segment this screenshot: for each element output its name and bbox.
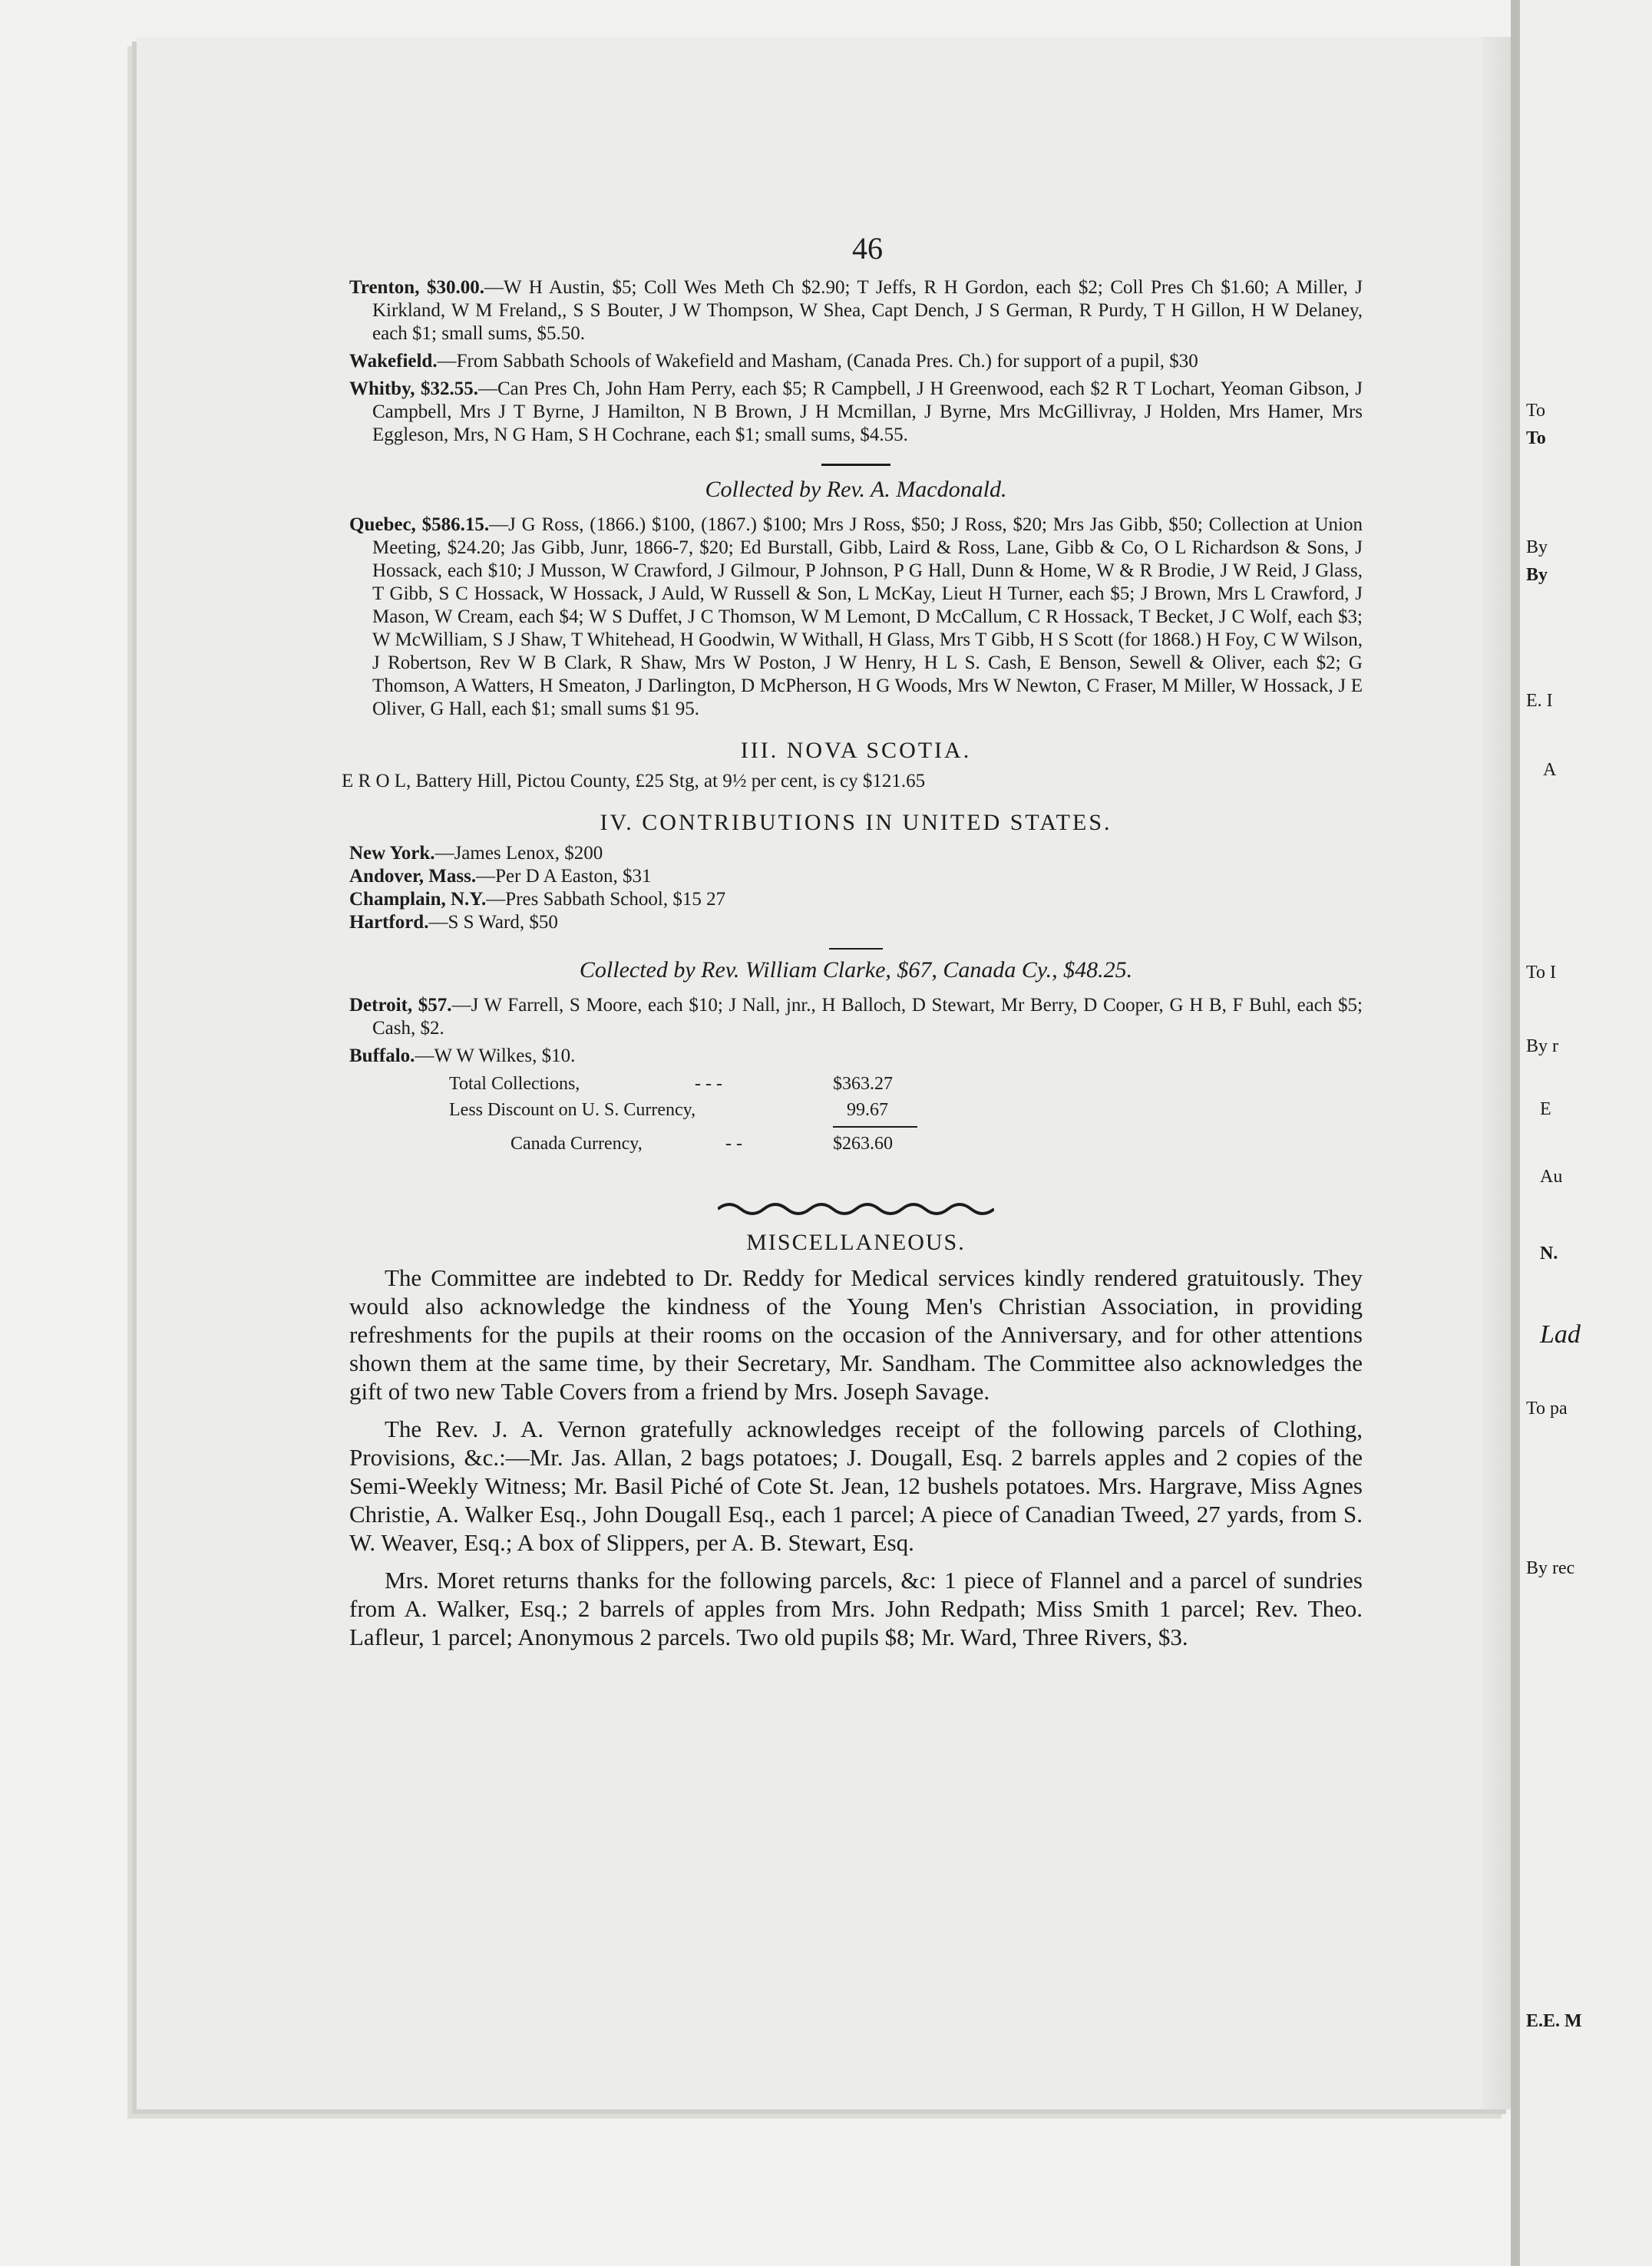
collector-heading: Collected by Rev. William Clarke, $67, Canada Cy., $48.25. (579, 957, 1133, 983)
wavy-line-ornament (718, 1200, 994, 1218)
facing-page-fragment: By rec (1526, 1558, 1575, 1578)
contribution-entry (349, 514, 1363, 721)
miscellaneous-heading: MISCELLANEOUS. (746, 1230, 966, 1255)
contribution-entry (349, 350, 1363, 373)
contribution-entry (349, 276, 1363, 345)
facing-page-fragment: By (1526, 565, 1548, 585)
canada-currency-label: Canada Currency, (510, 1134, 643, 1154)
entry-text: —W H Austin, $5; Coll Wes Meth Ch $2.90; T Jeffs, R H Gordon, each $2; Coll Pres Ch $1.60; A Miller, J Kirkland, W M Freland,, S S Bouter, J W Thompson, W Shea, Capt Dench, J S German, R Purdy, T H Gillon, H W Delaney, each $1; small sums, $5.50. (372, 277, 1363, 344)
totals-rule (833, 1126, 917, 1128)
page-edge (1482, 37, 1511, 2109)
entry-place: Andover, Mass. (349, 866, 477, 887)
entry-text: —Pres Sabbath School, $15 27 (486, 889, 726, 910)
book-gutter (1511, 0, 1520, 2266)
facing-page-fragment: E. I (1526, 691, 1553, 711)
entry-place: New York. (349, 843, 435, 864)
entry-place: Quebec, $586.15. (349, 514, 490, 535)
entry-place: Hartford. (349, 912, 429, 933)
facing-page-fragment: By (1526, 537, 1548, 557)
entry-text: —J W Farrell, S Moore, each $10; J Nall, jnr., H Balloch, D Stewart, Mr Berry, D Cooper, G H B, F Buhl, each $5; Cash, $2. (372, 995, 1363, 1039)
entry-text: —James Lenox, $200 (434, 843, 603, 864)
misc-paragraph: Mrs. Moret returns thanks for the following parcels, &c: 1 piece of Flannel and a parcel of sundries from A. Walker, Esq.; 2 barrels of apples from Mrs. John Redpath; Miss Smith 1 parcel; Rev. Theo. Lafleur, 1 parcel; Anonymous 2 parcels. Two old pupils $8; Mr. Ward, Three Rivers, $3. (349, 1567, 1363, 1650)
canada-currency-amount: $263.60 (833, 1134, 893, 1154)
total-collections-leader: - - - (695, 1074, 722, 1094)
section-heading: III. NOVA SCOTIA. (740, 738, 972, 763)
facing-page-fragment: A (1543, 760, 1557, 780)
entry-place: Detroit, $57. (349, 995, 452, 1016)
entry-place: Trenton, $30.00. (349, 277, 485, 298)
us-contributions-list (349, 842, 1363, 934)
total-collections-label: Total Collections, (449, 1074, 580, 1094)
discount-amount: 99.67 (847, 1100, 888, 1120)
entry-place: Whitby, $32.55. (349, 378, 478, 399)
contribution-entry (349, 865, 1363, 888)
facing-page-fragment: To pa (1526, 1399, 1568, 1419)
contribution-entry (349, 1045, 1363, 1068)
entry-text: —S S Ward, $50 (428, 912, 558, 933)
entry-text: —From Sabbath Schools of Wakefield and Masham, (Canada Pres. Ch.) for support of a pupil, $30 (437, 351, 1198, 372)
facing-page-fragment: N. (1540, 1244, 1558, 1263)
entry-text: —Can Pres Ch, John Ham Perry, each $5; R Campbell, J H Greenwood, each $2 R T Lochart, Yeoman Gibson, J Campbell, Mrs J T Byrne, J Hamilton, N B Brown, J H Mcmillan, J Byrne, Mrs McGillivray, J Holden, Mrs Hamer, Mrs Eggleson, Mrs, N G Ham, S H Cochrane, each $1; small sums, $4.55. (372, 378, 1363, 445)
collector-heading: Collected by Rev. A. Macdonald. (705, 477, 1007, 502)
section-heading: IV. CONTRIBUTIONS IN UNITED STATES. (600, 810, 1112, 835)
facing-page-fragment: E (1540, 1099, 1551, 1119)
section-divider (821, 464, 890, 466)
entry-place: Champlain, N.Y. (349, 889, 487, 910)
facing-page-fragment: To (1526, 428, 1546, 448)
facing-page-fragment: By r (1526, 1036, 1558, 1056)
contribution-entry (349, 911, 1363, 934)
page-number: 46 (852, 231, 883, 266)
entry-place: Buffalo. (349, 1045, 415, 1066)
page-content (342, 276, 1363, 1660)
discount-label: Less Discount on U. S. Currency, (449, 1100, 696, 1120)
totals-block (349, 1071, 1363, 1178)
facing-page-fragment: E.E. M (1526, 2011, 1582, 2031)
section-divider (829, 948, 883, 950)
nova-scotia-entry: E R O L, Battery Hill, Pictou County, £25 Stg, at 9½ per cent, is cy $121.65 (342, 771, 926, 791)
total-collections-amount: $363.27 (833, 1074, 893, 1094)
facing-page-fragment: Lad (1540, 1320, 1581, 1349)
entry-place: Wakefield. (349, 351, 438, 372)
entry-text: —Per D A Easton, $31 (476, 866, 652, 887)
facing-page-fragment: Au (1540, 1167, 1563, 1187)
contribution-entry (349, 888, 1363, 911)
facing-page (1520, 0, 1652, 2266)
facing-page-fragment: To I (1526, 963, 1556, 983)
entry-text: —J G Ross, (1866.) $100, (1867.) $100; Mrs J Ross, $50; J Ross, $20; Mrs Jas Gibb, $50; Collection at Union Meeting, $24.20; Jas Gibb, Junr, 1866-7, $20; Ed Burstall, Gibb, Laird & Ross, Lane, Gibb & Co, O L Richardson & Sons, J Hossack, each $10; J Musson, W Crawford, J Gilmour, P Johnson, P G Hall, Dunn & Home, W & R Brodie, J W Reid, J Glass, T Gibb, S C Hossack, W Hossack, J Auld, W Russell & Son, L McKay, Lieut H Turner, each $5; J Brown, Mrs L Crawford, J Mason, W Cream, each $4; W S Duffet, J C Thomson, W M Lemont, D McCallum, C R Hossack, T Becket, J C Wolf, each $3; W McWilliam, S J Shaw, T Whitehead, H Goodwin, W Withall, H Glass, Mrs T Gibb, H S Scott (for 1868.) H Foy, C W Wilson, J Robertson, Rev W B Clark, R Shaw, Mrs W Poston, J W Henry, H L S. Cash, E Benson, Sewell & Oliver, each $2; G Thomson, A Watters, H Smeaton, J Darlington, D McPherson, H G Woods, Mrs W Newton, C Fraser, M Miller, W Hossack, J E Oliver, G Hall, each $1; small sums $1 95. (372, 514, 1363, 719)
ornamental-rule (349, 1200, 1363, 1222)
misc-paragraph: The Committee are indebted to Dr. Reddy for Medical services kindly rendered gratuitously. They would also acknowledge the kindness of the Young Men's Christian Association, in providing refreshments for the pupils at their rooms on the occasion of the Anniversary, and for other attentions shown them at the same time, by their Secretary, Mr. Sandham. The Committee also acknowledges the gift of two new Table Covers from a friend by Mrs. Joseph Savage. (349, 1264, 1363, 1405)
contribution-entry (349, 994, 1363, 1040)
misc-paragraph: The Rev. J. A. Vernon gratefully acknowledges receipt of the following parcels of Clothing, Provisions, &c.:—Mr. Jas. Allan, 2 bags potatoes; J. Dougall, Esq. 2 barrels apples and 2 copies of the Semi-Weekly Witness; Mr. Basil Piché of Cote St. Jean, 12 bushels potatoes. Mrs. Hargrave, Miss Agnes Christie, A. Walker Esq., John Dougall Esq., each 1 parcel; A piece of Canadian Tweed, 27 yards, from S. W. Weaver, Esq.; A box of Slippers, per A. B. Stewart, Esq. (349, 1415, 1363, 1556)
contribution-entry (349, 378, 1363, 447)
entry-text: —W W Wilkes, $10. (415, 1045, 576, 1066)
contribution-entry (349, 842, 1363, 865)
canada-currency-leader: - - (725, 1134, 742, 1154)
facing-page-fragment: To (1526, 401, 1545, 421)
